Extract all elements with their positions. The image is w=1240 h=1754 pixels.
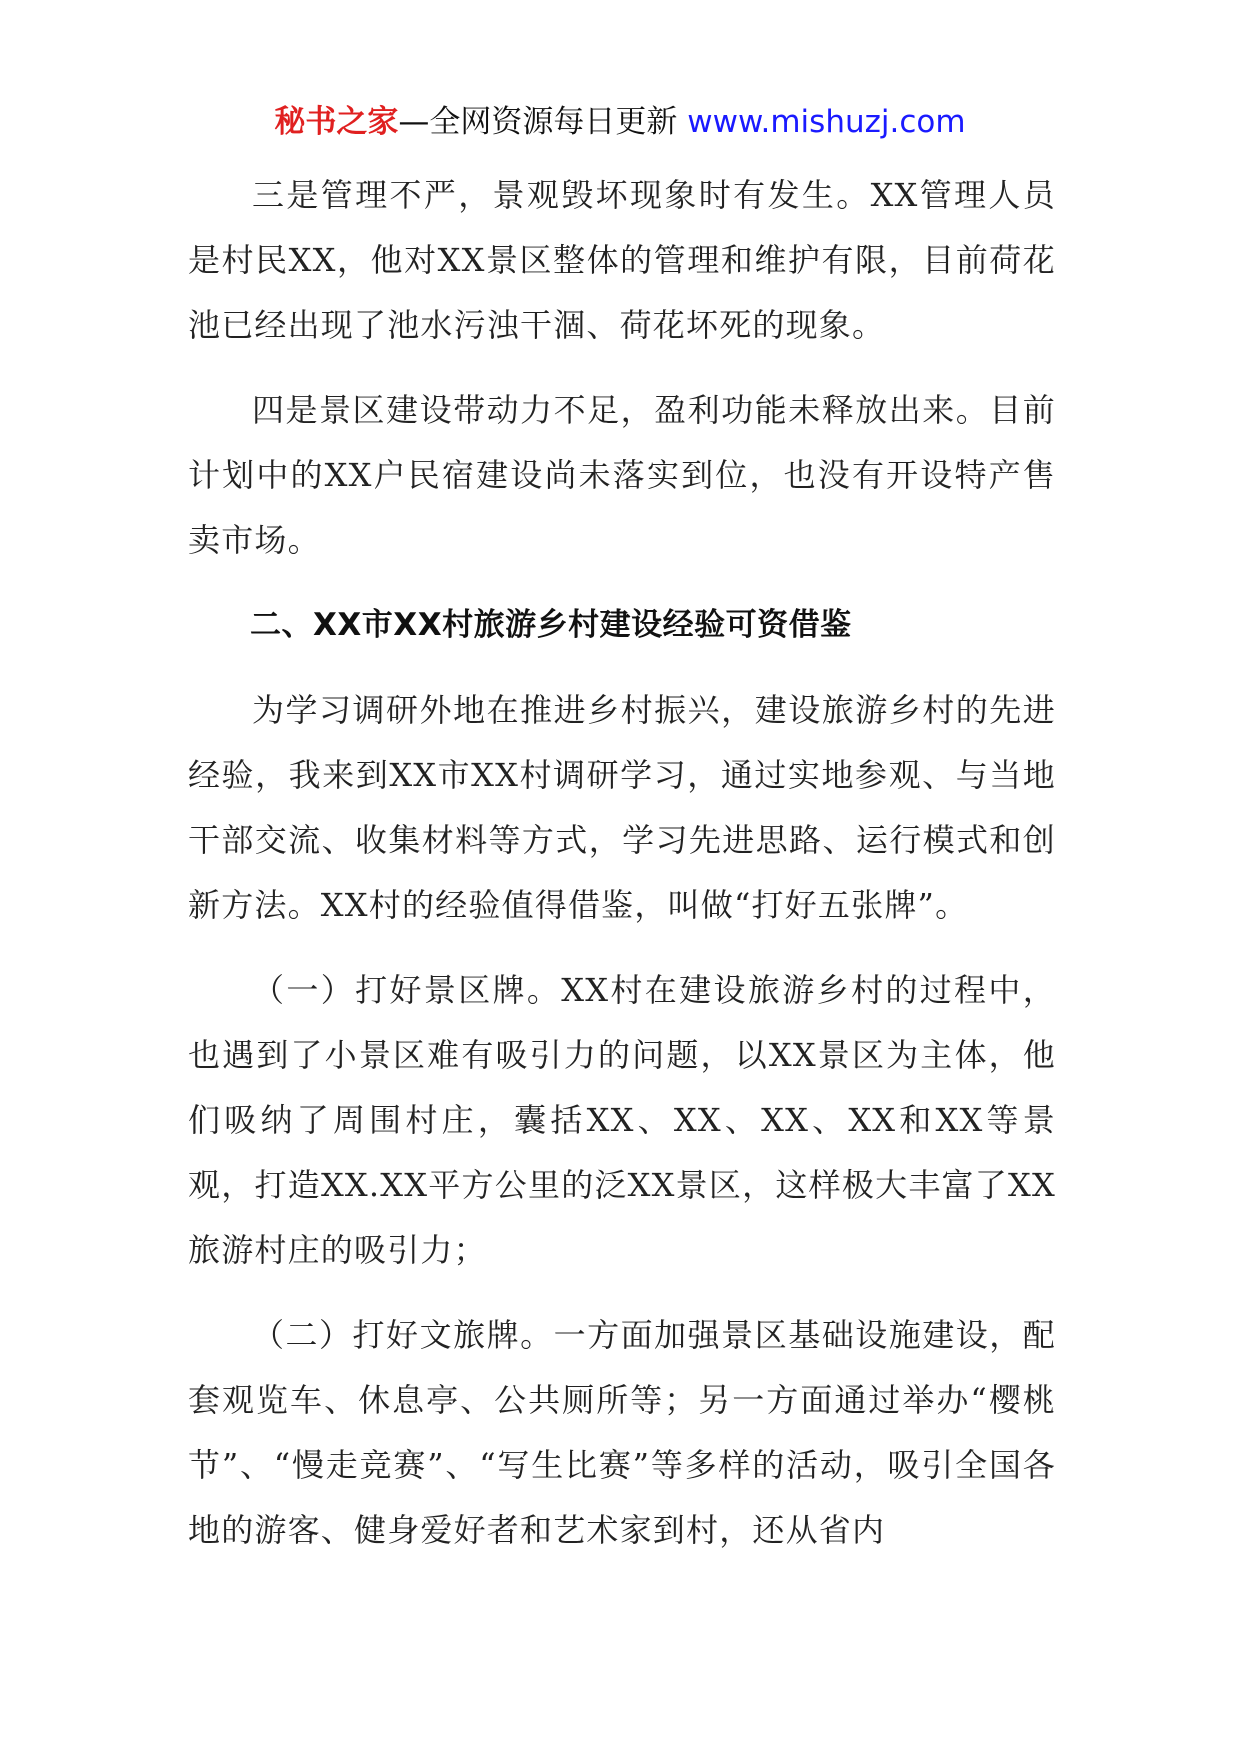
section-heading-2: 二、XX市XX村旅游乡村建设经验可资借鉴 xyxy=(250,607,852,643)
paragraph-driving-force-issue: 四是景区建设带动力不足，盈利功能未释放出来。目前计划中的XX户民宿建设尚未落实到位，也没有开设特产售卖市场。 xyxy=(188,391,1056,559)
document-body xyxy=(188,163,1056,1583)
site-brand: 秘书之家 xyxy=(274,104,399,140)
site-header xyxy=(0,102,1240,142)
site-slogan: —全网资源每日更新 xyxy=(398,104,678,140)
paragraph-culture-tourism-card: （二）打好文旅牌。一方面加强景区基础设施建设，配套观览车、休息亭、公共厕所等；另一方面通过举办“樱桃节”、“慢走竞赛”、“写生比赛”等多样的活动，吸引全国各地的游客、健身爱好者和艺术家到村，还从省内 xyxy=(188,1316,1056,1549)
site-url-link[interactable]: www.mishuzj.com xyxy=(687,104,966,140)
paragraph-research-intro: 为学习调研外地在推进乡村振兴，建设旅游乡村的先进经验，我来到XX市XX村调研学习，通过实地参观、与当地干部交流、收集材料等方式，学习先进思路、运行模式和创新方法。XX村的经验值得借鉴，叫做“打好五张牌”。 xyxy=(188,691,1056,924)
paragraph-scenic-card: （一）打好景区牌。XX村在建设旅游乡村的过程中，也遇到了小景区难有吸引力的问题，以XX景区为主体，他们吸纳了周围村庄，囊括XX、XX、XX、XX和XX等景观，打造XX.XX平方公里的泛XX景区，这样极大丰富了XX旅游村庄的吸引力； xyxy=(188,971,1056,1269)
paragraph-management-issue: 三是管理不严，景观毁坏现象时有发生。XX管理人员是村民XX，他对XX景区整体的管理和维护有限，目前荷花池已经出现了池水污浊干涸、荷花坏死的现象。 xyxy=(188,176,1056,344)
